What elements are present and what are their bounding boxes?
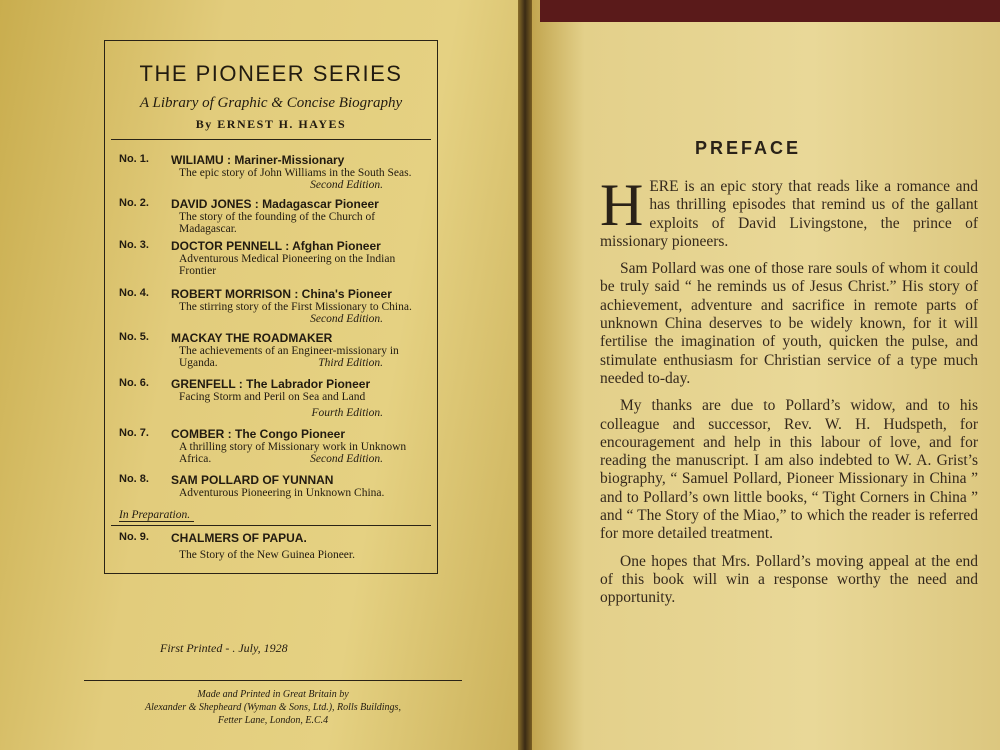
entry-title: COMBER : The Congo Pioneer [171, 427, 345, 441]
book-gutter [518, 0, 532, 750]
printer-line: Fetter Lane, London, E.C.4 [217, 715, 329, 726]
divider [111, 139, 431, 140]
series-subtitle: A Library of Graphic & Concise Biography [139, 95, 403, 111]
entry-description: The Story of the New Guinea Pioneer. [179, 549, 355, 561]
preface-paragraph: One hopes that Mrs. Pollard’s moving appeal at the end of this book will win a response worthy the need and opportunity. [600, 552, 978, 607]
series-list-box [104, 40, 438, 574]
entry-description: Adventurous Medical Pioneering on the Indian Frontier [179, 253, 396, 277]
entry-description: A thrilling story of Missionary work in Unknown Africa. [179, 441, 407, 465]
divider [84, 680, 462, 681]
drop-cap: H [600, 172, 644, 238]
in-preparation-label: In Preparation. [119, 509, 194, 522]
entry-title: SAM POLLARD OF YUNNAN [171, 473, 334, 487]
printer-line: Made and Printed in Great Britain by [197, 689, 349, 700]
entry-number: No. 9. [119, 531, 149, 543]
entry-number: No. 6. [119, 377, 149, 389]
entry-description: The story of the founding of the Church of Madagascar. [179, 211, 376, 235]
entry-number: No. 4. [119, 287, 149, 299]
entry-title: MACKAY THE ROADMAKER [171, 331, 333, 345]
preface-paragraph: My thanks are due to Pollard’s widow, and to his colleague and successor, Rev. W. H. Hudspeth, for encouragement and help in this labour of love, and for reading the manuscript. I am also indebted to W. A. Grist’s biography, “ Samuel Pollard, Pioneer Missionary in China ” and to Pollard’s own little books, “ Tight Corners in China ” and “ The Story of the Miao,” to which the reader is referred for more detailed treatment. [600, 397, 978, 543]
printer-line: Alexander & Shepheard (Wyman & Sons, Ltd.), Rolls Buildings, [145, 702, 401, 713]
entry-title: GRENFELL : The Labrador Pioneer [171, 377, 371, 391]
printer-imprint [84, 688, 462, 727]
entry-description: The epic story of John Williams in the South Seas. [179, 167, 412, 179]
preface-paragraph [600, 172, 978, 251]
background-cloth [540, 0, 1000, 22]
entry-title: DOCTOR PENNELL : Afghan Pioneer [171, 239, 381, 253]
entry-number: No. 8. [119, 473, 149, 485]
first-printed-line: First Printed - . July, 1928 [160, 641, 288, 655]
preface-paragraph: Sam Pollard was one of those rare souls of whom it could be truly said “ he reminds us of Jesus Christ.” His story of achievement, adventure and sacrifice in remote parts of unknown China deserves to be widely known, for it will fertilise the imagination of youth, quicken the pulse, and stimulate enthusiasm for Christian service of a type much needed to-day. [600, 260, 978, 387]
entry-edition: Second Edition. [310, 313, 383, 325]
entry-description: The stirring story of the First Missionary to China. [179, 301, 412, 313]
entry-title: DAVID JONES : Madagascar Pioneer [171, 197, 379, 211]
entry-number: No. 2. [119, 197, 149, 209]
entry-number: No. 5. [119, 331, 149, 343]
series-title: THE PIONEER SERIES [139, 61, 403, 86]
entry-edition: Fourth Edition. [311, 407, 383, 419]
entry-title: WILIAMU : Mariner-Missionary [171, 153, 345, 167]
entry-number: No. 3. [119, 239, 149, 251]
entry-edition: Second Edition. [310, 179, 383, 191]
series-author: By ERNEST H. HAYES [195, 117, 347, 131]
preface-body [600, 172, 978, 617]
entry-edition: Second Edition. [310, 453, 383, 465]
entry-description: The achievements of an Engineer-missionary in Uganda. [179, 345, 399, 369]
paragraph-text: ERE is an epic story that reads like a romance and has thrilling episodes that remind us of the gallant exploits of David Livingstone, the prince of missionary pioneers. [600, 178, 978, 250]
entry-description: Facing Storm and Peril on Sea and Land [179, 391, 366, 403]
entry-title: CHALMERS OF PAPUA. [171, 531, 307, 545]
entry-number: No. 7. [119, 427, 149, 439]
divider [111, 525, 431, 526]
entry-description: Adventurous Pioneering in Unknown China. [179, 487, 385, 499]
entry-title: ROBERT MORRISON : China's Pioneer [171, 287, 392, 301]
entry-number: No. 1. [119, 153, 149, 165]
preface-title: PREFACE [694, 138, 802, 158]
entry-edition: Third Edition. [318, 357, 383, 369]
